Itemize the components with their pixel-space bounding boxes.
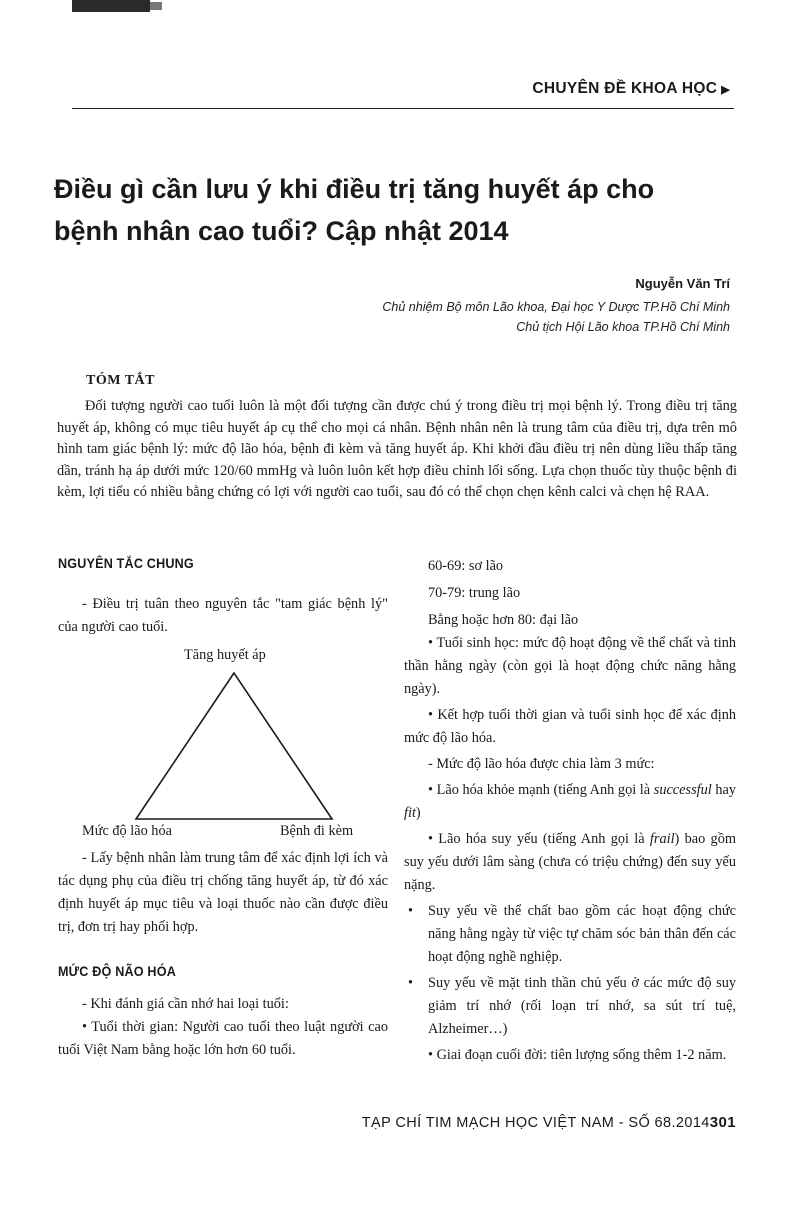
pathology-triangle-diagram [58, 647, 388, 847]
bullet-icon: • [408, 975, 414, 991]
page-number: 301 [709, 1114, 736, 1131]
frail-aging-text-cont: ) bao gồm suy yếu dưới lâm sàng (chưa có triệu chứng) đến suy yếu nặng. [404, 831, 736, 893]
patient-centered-paragraph: - Lấy bệnh nhân làm trung tâm để xác định lợi ích và tác dụng phụ của điều trị chống tăng huyết áp, từ đó xác định huyết áp mục tiêu và loại thuốc nào cần được điều trị, đơn trị hay phối hợp. [58, 850, 388, 935]
age-group-oldest-old: Bằng hoặc hơn 80: đại lão [428, 612, 579, 628]
triangle-label-hypertension: Tăng huyết áp [184, 647, 266, 663]
section-header [532, 80, 730, 98]
age-group-young-old: 60-69: sơ lão [428, 558, 504, 574]
scan-artifact [72, 0, 150, 12]
scan-artifact-2 [150, 2, 162, 10]
chronological-age-paragraph: • Tuổi thời gian: Người cao tuổi theo luật người cao tuổi Việt Nam bằng hoặc lớn hơn 60 tuổi. [58, 1019, 388, 1058]
healthy-aging-paragraph [404, 779, 736, 825]
physical-frailty-item [404, 900, 736, 969]
healthy-aging-close: ) [415, 805, 421, 821]
principle-paragraph: - Điều trị tuân theo nguyên tắc "tam giác bệnh lý" của người cao tuổi. [58, 596, 388, 635]
combine-ages-paragraph: • Kết hợp tuổi thời gian và tuổi sinh học để xác định mức độ lão hóa. [404, 707, 736, 746]
healthy-aging-text: • Lão hóa khỏe mạnh (tiếng Anh gọi là [428, 782, 654, 798]
age-group-middle-old: 70-79: trung lão [428, 585, 521, 601]
biological-age-paragraph: • Tuổi sinh học: mức độ hoạt động về thể chất và tinh thần hằng ngày (còn gọi là hoạt động chức năng hằng ngày). [404, 635, 736, 697]
triangle-label-aging-level: Mức độ lão hóa [82, 823, 172, 839]
header-divider [72, 108, 734, 109]
author-affiliation-1: Chủ nhiệm Bộ môn Lão khoa, Đại học Y Dược TP.Hồ Chí Minh [382, 300, 730, 314]
section-heading-aging-level: MỨC ĐỘ NÃO HÓA [58, 963, 176, 979]
frail-aging-text: • Lão hóa suy yếu (tiếng Anh gọi là [428, 831, 650, 847]
author-affiliation-2: Chủ tịch Hội Lão khoa TP.Hồ Chí Minh [516, 320, 730, 334]
section-label: CHUYÊN ĐỀ KHOA HỌC [532, 80, 718, 97]
aging-levels-intro: - Mức độ lão hóa được chia làm 3 mức: [428, 756, 655, 772]
triangle-marker-icon: ▶ [721, 84, 730, 96]
right-column [404, 555, 736, 1067]
mental-frailty-text: Suy yếu về mặt tinh thần chủ yếu ở các mức độ suy giảm trí nhớ (rối loạn trí nhớ, sa sút trí tuệ, Alzheimer…) [428, 975, 736, 1037]
mental-frailty-item [404, 972, 736, 1041]
left-column [58, 555, 388, 1062]
two-ages-paragraph: - Khi đánh giá cần nhớ hai loại tuổi: [82, 996, 289, 1012]
term-successful: successful [653, 782, 712, 798]
page-footer [362, 1114, 736, 1131]
abstract-heading: TÓM TẮT [86, 373, 155, 388]
author-name: Nguyễn Văn Trí [635, 276, 730, 291]
physical-frailty-text: Suy yếu về thể chất bao gồm các hoạt động chức năng hằng ngày từ việc tự chăm sóc bản thân đến các hoạt động nghề nghiệp. [428, 903, 736, 965]
article-title: Điều gì cần lưu ý khi điều trị tăng huyết áp cho bệnh nhân cao tuổi? Cập nhật 2014 [54, 174, 655, 246]
frail-aging-paragraph [404, 828, 736, 897]
term-frail: frail [649, 831, 675, 847]
triangle-label-comorbidity: Bệnh đi kèm [280, 823, 354, 839]
journal-name: TẠP CHÍ TIM MẠCH HỌC VIỆT NAM - SỐ 68.2014 [361, 1115, 710, 1131]
section-heading-general-principles: NGUYÊN TẮC CHUNG [58, 555, 194, 571]
end-of-life-paragraph: • Giai đoạn cuối đời: tiên lượng sống thêm 1-2 năm. [428, 1047, 727, 1063]
abstract-body: Đối tượng người cao tuổi luôn là một đối tượng cần được chú ý trong điều trị mọi bệnh lý. Trong điều trị tăng huyết áp, không có mục tiêu huyết áp cụ thể cho mọi cá nhân. Bệnh nhân nên là trung tâm của điều trị, dựa trên mô hình tam giác bệnh lý: mức độ lão hóa, bệnh đi kèm và tăng huyết áp. Khi khởi đầu điều trị nên dùng liều thấp tăng dần, tránh hạ áp dưới mức 120/60 mmHg và luôn luôn kết hợp điều chỉnh lối sống. Lựa chọn thuốc tùy thuộc bệnh đi kèm, lợi tiểu có nhiều bằng chứng có lợi với người cao tuổi, sau đó có thể chọn chẹn kênh calci và chẹn hệ RAA. [57, 398, 737, 500]
triangle-shape [134, 671, 334, 821]
bullet-icon: • [408, 903, 414, 919]
healthy-aging-or: hay [711, 782, 736, 798]
term-fit: fit [404, 805, 416, 821]
